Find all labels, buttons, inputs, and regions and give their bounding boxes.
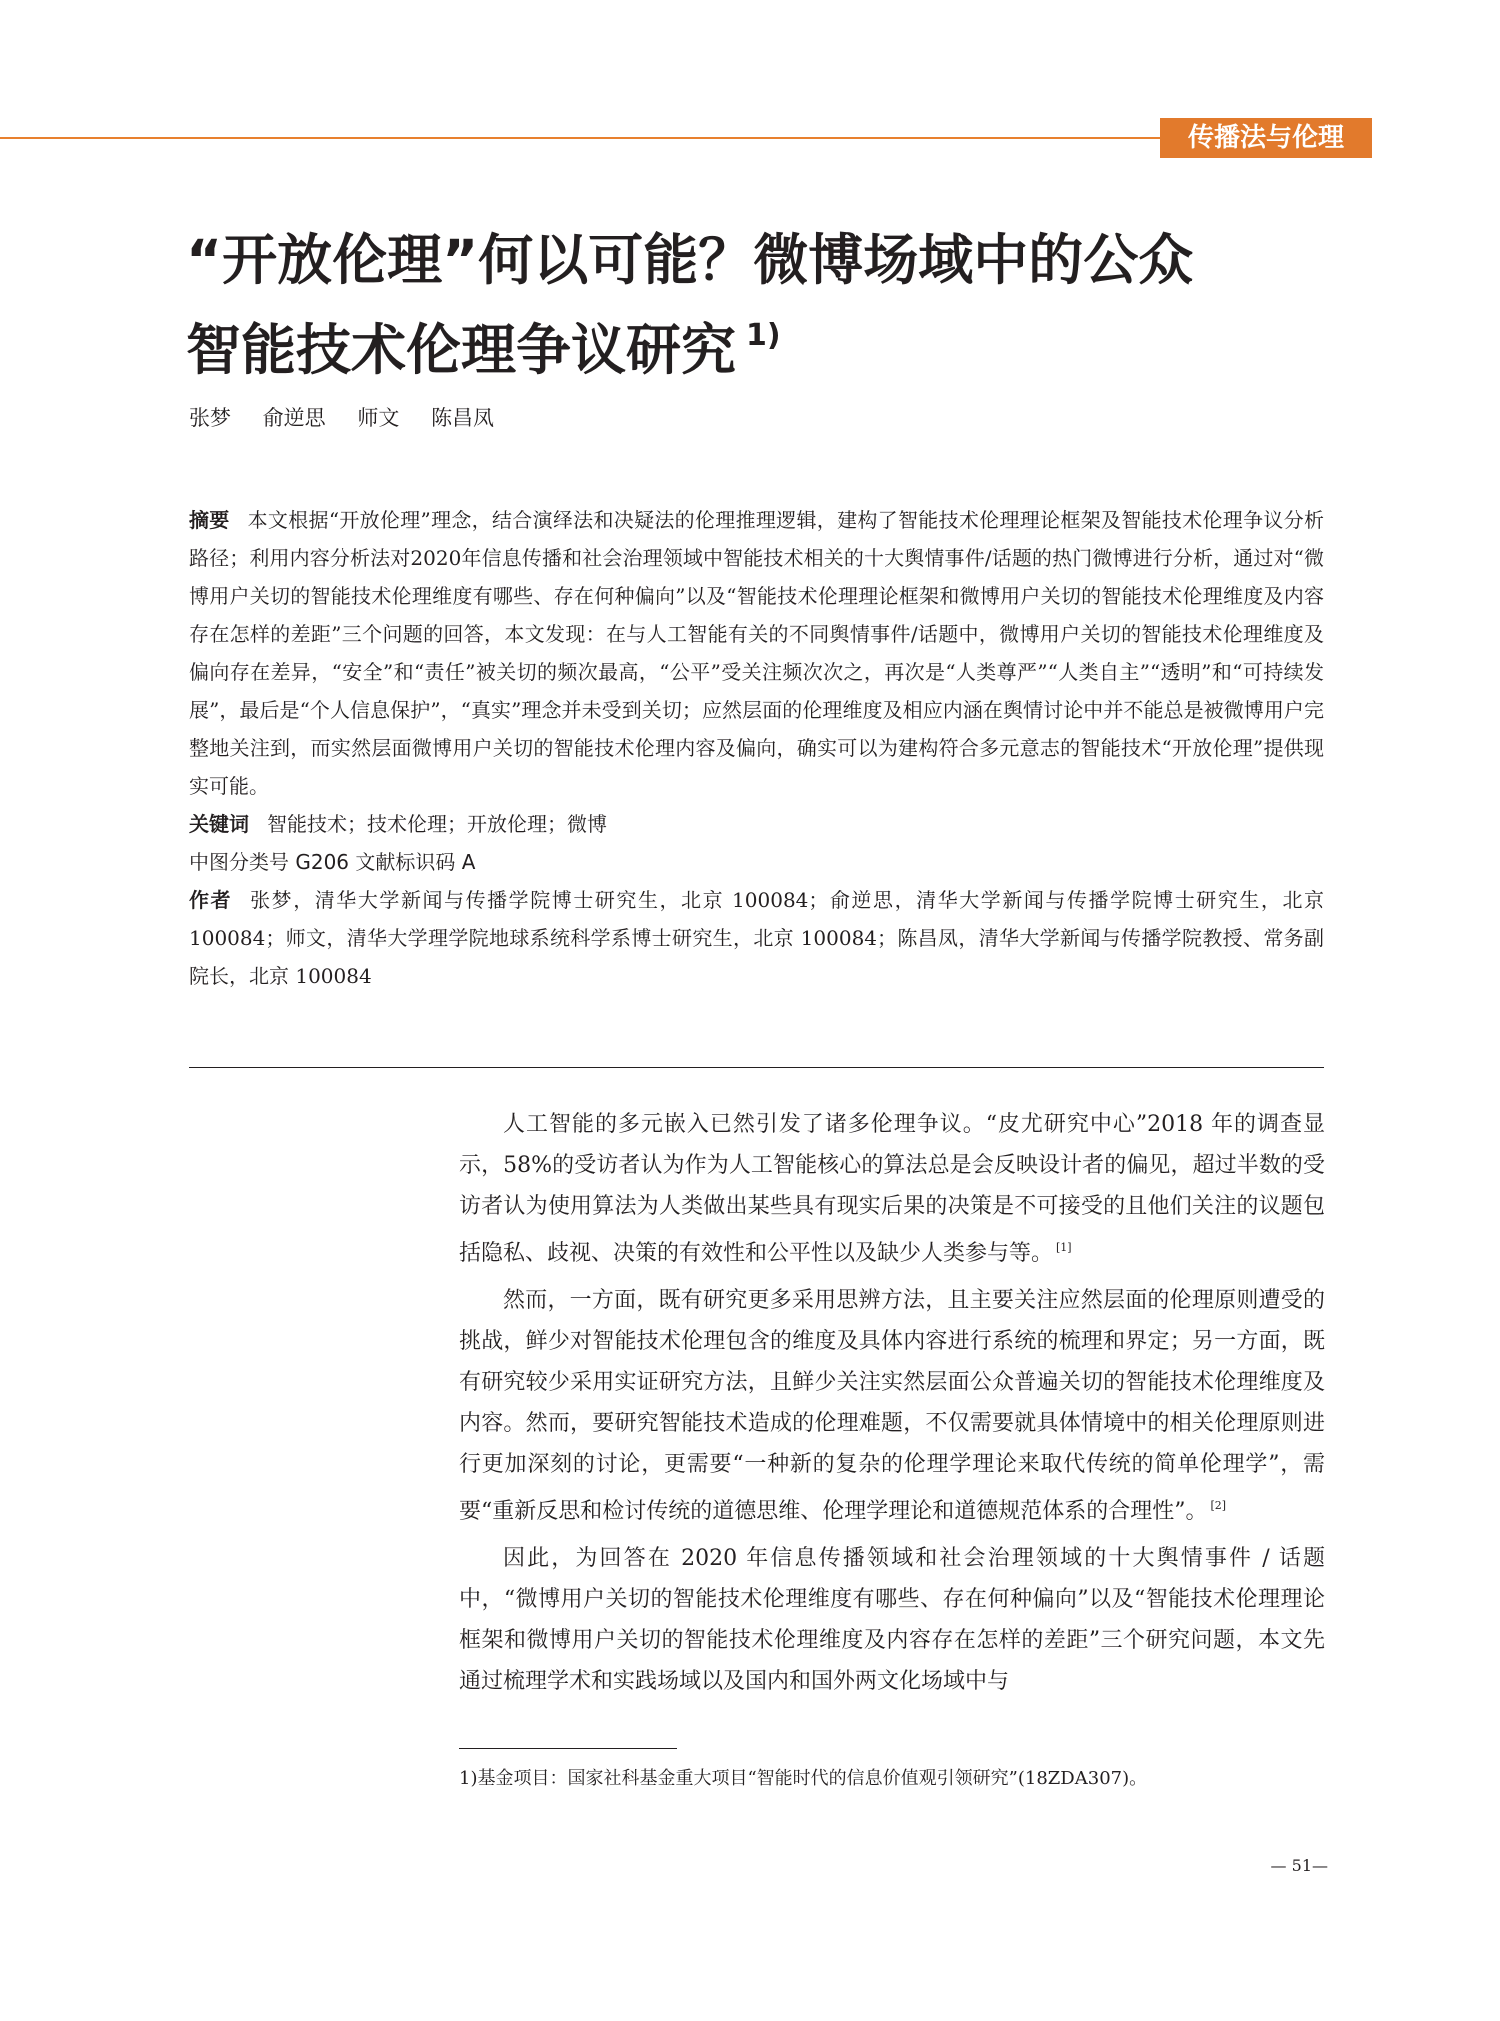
title-line-1: “开放伦理”何以可能？微博场域中的公众: [186, 228, 1194, 292]
header-rule: [0, 137, 1160, 139]
keywords-label: 关键词: [189, 812, 249, 836]
paragraph: [459, 1280, 1325, 1532]
author-list: [189, 402, 519, 432]
abstract-label: 摘要: [189, 508, 230, 532]
title-line-2: 智能技术伦理争议研究: [186, 318, 737, 382]
citation-marker: [1]: [1056, 1241, 1072, 1254]
section-tag: 传播法与伦理: [1160, 118, 1372, 158]
author-info: [189, 881, 1324, 995]
author-name: 陈昌凤: [431, 406, 495, 430]
author-name: 张梦: [189, 406, 231, 430]
author-name: 俞逆思: [262, 406, 326, 430]
paragraph: [459, 1538, 1325, 1702]
paragraph-text: 因此，为回答在 2020 年信息传播领域和社会治理领域的十大舆情事件 / 话题中，“微博用户关切的智能技术伦理维度有哪些、存在何种偏向”以及“智能技术伦理理论框架和微博用户关切的智能技术伦理维度及内容存在怎样的差距”三个研究问题，本文先通过梳理学术和实践场域以及国内和国外两文化场域中与: [459, 1546, 1325, 1694]
footnote-divider: [459, 1748, 677, 1749]
abstract: [189, 501, 1324, 805]
body-text: [459, 1104, 1325, 1708]
classification-text: 中图分类号 G206 文献标识码 A: [189, 850, 476, 874]
article-title: [186, 222, 1356, 388]
paragraph-text: 然而，一方面，既有研究更多采用思辨方法，且主要关注应然层面的伦理原则遭受的挑战，鲜少对智能技术伦理包含的维度及具体内容进行系统的梳理和界定；另一方面，既有研究较少采用实证研究方法，且鲜少关注实然层面公众普遍关切的智能技术伦理维度及内容。然而，要研究智能技术造成的伦理难题，不仅需要就具体情境中的相关伦理原则进行更加深刻的讨论，更需要“一种新的复杂的伦理学理论来取代传统的简单伦理学”，需要“重新反思和检讨传统的道德思维、伦理学理论和道德规范体系的合理性”。: [459, 1288, 1325, 1524]
article-meta: [189, 501, 1324, 995]
author-name: 师文: [357, 406, 400, 430]
citation-marker: [2]: [1210, 1499, 1227, 1512]
abstract-text: 本文根据“开放伦理”理念，结合演绎法和决疑法的伦理推理逻辑，建构了智能技术伦理理论框架及智能技术伦理争议分析路径；利用内容分析法对2020年信息传播和社会治理领域中智能技术相关的十大舆情事件/话题的热门微博进行分析，通过对“微博用户关切的智能技术伦理维度有哪些、存在何种偏向”以及“智能技术伦理理论框架和微博用户关切的智能技术伦理维度及内容存在怎样的差距”三个问题的回答，本文发现：在与人工智能有关的不同舆情事件/话题中，微博用户关切的智能技术伦理维度及偏向存在差异，“安全”和“责任”被关切的频次最高，“公平”受关注频次次之，再次是“人类尊严”“人类自主”“透明”和“可持续发展”，最后是“个人信息保护”，“真实”理念并未受到关切；应然层面的伦理维度及相应内涵在舆情讨论中并不能总是被微博用户完整地关注到，而实然层面微博用户关切的智能技术伦理内容及偏向，确实可以为建构符合多元意志的智能技术“开放伦理”提供现实可能。: [189, 508, 1325, 798]
meta-divider: [189, 1067, 1324, 1068]
keywords: [189, 805, 1324, 843]
author-info-text: 张梦，清华大学新闻与传播学院博士研究生，北京 100084；俞逆思，清华大学新闻与传播学院博士研究生，北京 100084；师文，清华大学理学院地球系统科学系博士研究生，北京 100084；陈昌凤，清华大学新闻与传播学院教授、常务副院长，北京 100084: [189, 888, 1324, 988]
paragraph-text: 人工智能的多元嵌入已然引发了诸多伦理争议。“皮尤研究中心”2018 年的调查显示，58%的受访者认为作为人工智能核心的算法总是会反映设计者的偏见，超过半数的受访者认为使用算法为人类做出某些具有现实后果的决策是不可接受的且他们关注的议题包括隐私、歧视、决策的有效性和公平性以及缺少人类参与等。: [459, 1112, 1325, 1266]
classification: [189, 843, 1324, 881]
page-number: — 51—: [1270, 1856, 1328, 1875]
footnote: 1)基金项目：国家社科基金重大项目“智能时代的信息价值观引领研究”(18ZDA307)。: [459, 1768, 1148, 1789]
author-info-label: 作者: [189, 888, 233, 912]
keywords-text: 智能技术；技术伦理；开放伦理；微博: [267, 812, 607, 836]
paragraph: [459, 1104, 1325, 1274]
title-footnote-marker: 1): [746, 318, 781, 353]
